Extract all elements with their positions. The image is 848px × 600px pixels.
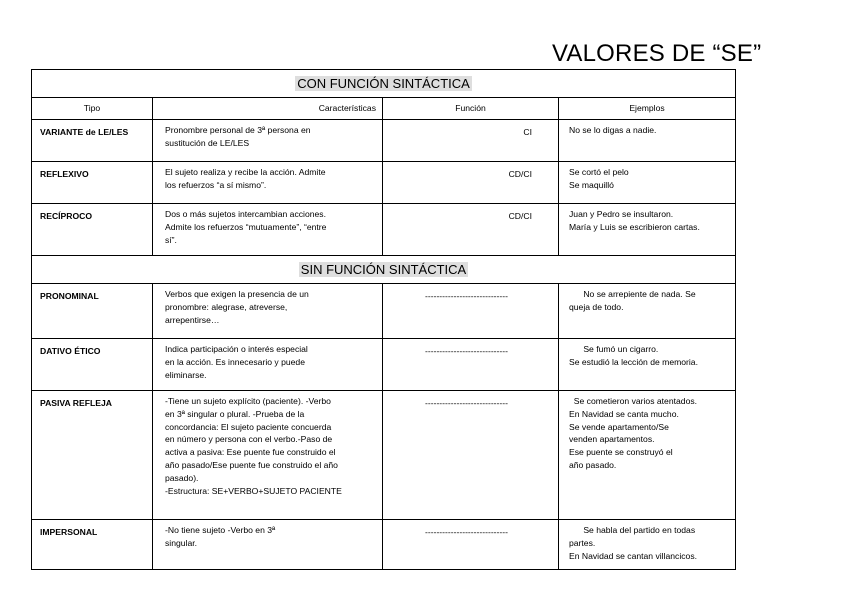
text-line: En Navidad se canta mucho. [569,408,679,419]
document-title: VALORES DE “SE” [552,40,762,67]
text-line: Se maquilló [569,179,614,190]
text-line: activa a pasiva: Ese puente fue construido el [165,447,336,458]
section-header-con-funcion [32,70,736,98]
row-funcion: ----------------------------- [383,391,559,520]
row-caracteristicas [153,284,383,339]
text-line: Dos o más sujetos intercambian acciones. [165,209,326,219]
text-line: Ese puente se construyó el [569,447,673,458]
header-caracteristicas: Características [153,98,383,120]
text-line: No se lo digas a nadie. [569,125,657,135]
text-line: venden apartamentos. [569,434,655,445]
row-caracteristicas [153,120,383,162]
table-row [32,120,736,162]
text-line: los refuerzos “a sí mismo”. [165,179,267,190]
row-ejemplos [559,162,736,204]
row-caracteristicas [153,520,383,570]
section-title-sin: SIN FUNCIÓN SINTÁCTICA [300,262,467,277]
text-line: año pasado/Ese puente fue construido el año [165,459,338,470]
text-line: -No tiene sujeto -Verbo en 3ª [165,525,276,535]
text-line: -Estructura: SE+VERBO+SUJETO PACIENTE [165,485,342,496]
row-funcion: CD/CI [383,162,559,204]
text-line: Se cortó el pelo [569,167,629,177]
row-ejemplos [559,391,736,520]
text-line: partes. [569,537,596,548]
text-line: Se estudió la lección de memoria. [569,356,698,367]
header-funcion: Función [383,98,559,120]
row-tipo: IMPERSONAL [32,520,153,570]
text-line: queja de todo. [569,301,624,312]
row-tipo: PRONOMINAL [32,284,153,339]
table-row [32,391,736,520]
row-tipo: DATIVO ÉTICO [32,339,153,391]
text-line: En Navidad se cantan villancicos. [569,550,698,561]
row-ejemplos [559,204,736,256]
text-line: en número y persona con el verbo.-Paso de [165,434,333,445]
row-caracteristicas [153,204,383,256]
text-line: arrepentirse… [165,314,220,325]
row-tipo: VARIANTE de LE/LES [32,120,153,162]
section-title-con: CON FUNCIÓN SINTÁCTICA [297,76,470,91]
text-line: No se arrepiente de nada. Se [569,289,696,299]
text-line: -Tiene un sujeto explícito (paciente). -Verbo [165,396,331,406]
row-caracteristicas [153,391,383,520]
table-row [32,204,736,256]
text-line: Se cometieron varios atentados. [569,396,698,406]
text-line: Se fumó un cigarro. [569,344,659,354]
table-row [32,162,736,204]
text-line: pasado). [165,472,199,483]
section-header-sin-funcion [32,256,736,284]
row-ejemplos [559,120,736,162]
text-line: Verbos que exigen la presencia de un [165,289,309,299]
table-row [32,339,736,391]
text-line: en 3ª singular o plural. -Prueba de la [165,408,305,419]
row-funcion: CI [383,120,559,162]
text-line: Admite los refuerzos “mutuamente”, “entre [165,221,327,232]
header-ejemplos: Ejemplos [559,98,736,120]
header-tipo: Tipo [32,98,153,120]
row-ejemplos [559,339,736,391]
text-line: Se vende apartamento/Se [569,421,669,432]
row-tipo: RECÍPROCO [32,204,153,256]
text-line: sí”. [165,234,177,245]
text-line: Juan y Pedro se insultaron. [569,209,674,219]
row-funcion: ----------------------------- [383,284,559,339]
row-ejemplos [559,284,736,339]
row-caracteristicas [153,162,383,204]
column-header-row [32,98,736,120]
text-line: El sujeto realiza y recibe la acción. Admite [165,167,326,177]
row-funcion: CD/CI [383,204,559,256]
table-row [32,520,736,570]
text-line: pronombre: alegrase, atreverse, [165,301,288,312]
text-line: sustitución de LE/LES [165,137,250,148]
text-line: en la acción. Es innecesario y puede [165,356,305,367]
row-tipo: REFLEXIVO [32,162,153,204]
text-line: Se habla del partido en todas [569,525,696,535]
text-line: singular. [165,537,198,548]
table-row [32,284,736,339]
text-line: Pronombre personal de 3ª persona en [165,125,311,135]
text-line: concordancia: El sujeto paciente concuerda [165,421,332,432]
row-tipo: PASIVA REFLEJA [32,391,153,520]
se-values-table [31,69,736,570]
text-line: eliminarse. [165,369,207,380]
text-line: Indica participación o interés especial [165,344,308,354]
row-caracteristicas [153,339,383,391]
text-line: María y Luis se escribieron cartas. [569,221,700,232]
row-funcion: ----------------------------- [383,520,559,570]
row-ejemplos [559,520,736,570]
text-line: año pasado. [569,459,617,470]
row-funcion: ----------------------------- [383,339,559,391]
